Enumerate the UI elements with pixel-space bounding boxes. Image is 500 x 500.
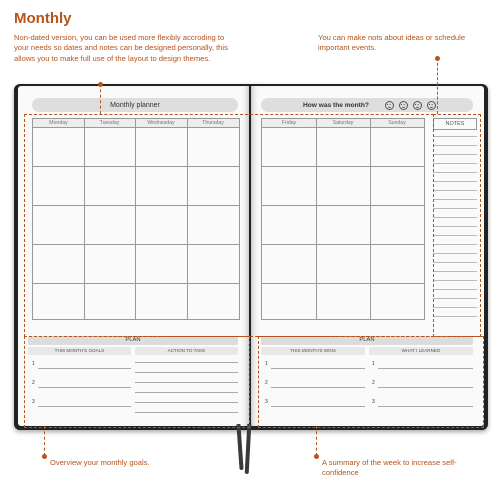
monthly-planner-header: Monthly planner bbox=[32, 98, 238, 112]
month-review-question: How was the month? bbox=[303, 101, 369, 109]
day-header: Monday bbox=[33, 119, 84, 127]
connector-dot bbox=[314, 454, 319, 459]
wins-header: THIS MONTH'S WINS bbox=[261, 347, 365, 355]
smiley-icon bbox=[427, 101, 436, 110]
callout-notes: You can make nots about ideas or schedule important events. bbox=[318, 33, 466, 53]
day-header: Saturday bbox=[316, 119, 370, 127]
connector-line bbox=[100, 84, 101, 114]
notes-highlight-box bbox=[433, 114, 481, 337]
callout-goals: Overview your monthly goals. bbox=[50, 458, 150, 467]
smiley-icon bbox=[385, 101, 394, 110]
connector-line bbox=[316, 426, 317, 456]
win-number: 2 bbox=[265, 380, 268, 386]
month-review-header bbox=[261, 98, 473, 112]
connector-dot bbox=[42, 454, 47, 459]
ribbon-bookmark bbox=[245, 424, 252, 474]
wins-highlight-box bbox=[258, 336, 484, 428]
win-number: 1 bbox=[265, 361, 268, 367]
win-number: 3 bbox=[265, 399, 268, 405]
ribbon-bookmark bbox=[236, 424, 243, 470]
connector-dot bbox=[435, 56, 440, 61]
day-header: Thursday bbox=[187, 119, 239, 127]
callout-wins: A summary of the week to increase self-confidence bbox=[322, 458, 457, 478]
day-header: Friday bbox=[262, 119, 316, 127]
product-title: Monthly bbox=[14, 10, 72, 27]
goal-number: 1 bbox=[32, 361, 35, 367]
goals-highlight-box bbox=[24, 336, 250, 428]
connector-line bbox=[44, 426, 45, 456]
learned-number: 2 bbox=[372, 380, 375, 386]
smiley-icon bbox=[413, 101, 422, 110]
plan-title: PLAN bbox=[28, 336, 238, 345]
plan-title: PLAN bbox=[261, 336, 473, 345]
smiley-icon bbox=[399, 101, 408, 110]
calendar-highlight-box bbox=[24, 114, 434, 337]
goal-number: 3 bbox=[32, 399, 35, 405]
connector-dot bbox=[98, 82, 103, 87]
notes-label: NOTES bbox=[433, 118, 477, 130]
learned-header: WHAT I LEARNED bbox=[369, 347, 473, 355]
day-header: Wednesday bbox=[135, 119, 187, 127]
goal-number: 2 bbox=[32, 380, 35, 386]
connector-line bbox=[437, 58, 438, 114]
day-header: Tuesday bbox=[84, 119, 135, 127]
goals-header: THIS MONTH'S GOALS bbox=[28, 347, 131, 355]
callout-non-dated: Non-dated version, you can be used more flexibly accroding to your needs so dates and notes can be designed personally, this allows you to make full use of the layout to design themes. bbox=[14, 33, 228, 63]
learned-number: 3 bbox=[372, 399, 375, 405]
learned-number: 1 bbox=[372, 361, 375, 367]
day-header: Sunday bbox=[370, 119, 424, 127]
actions-header: ACTION TO TAKE bbox=[135, 347, 238, 355]
